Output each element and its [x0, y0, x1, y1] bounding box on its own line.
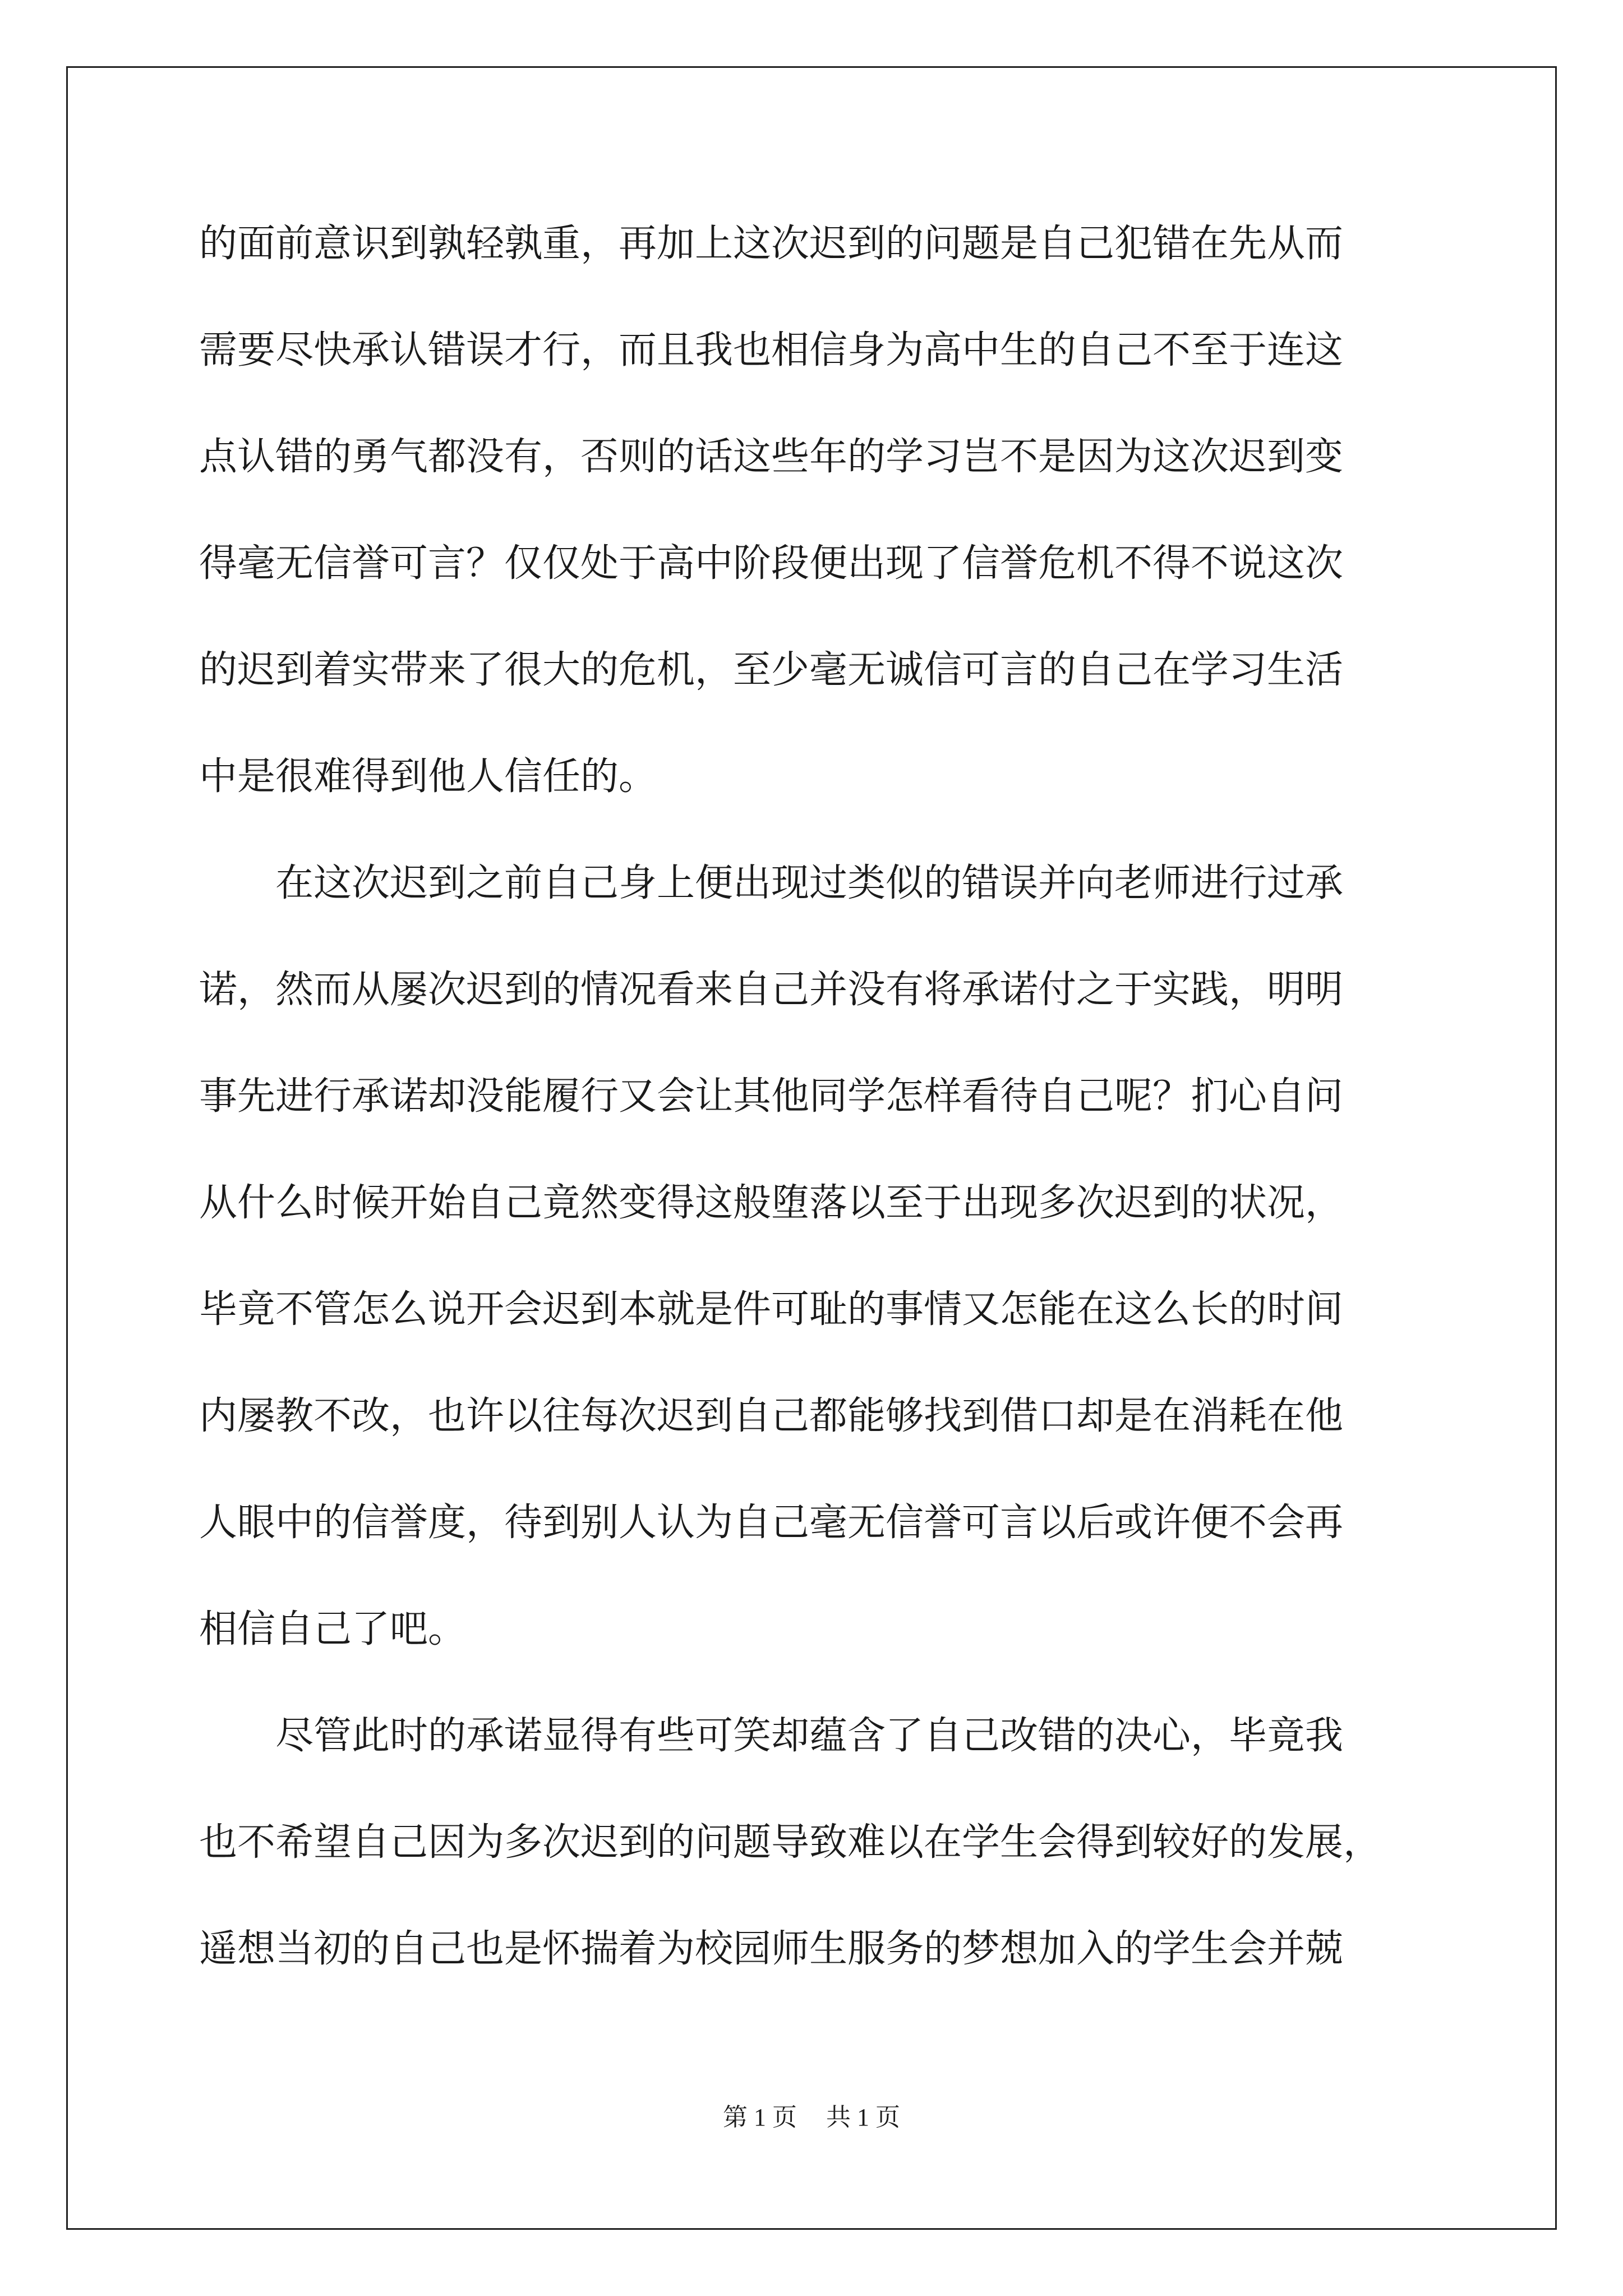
text-line: 的迟到着实带来了很大的危机，至少毫无诚信可言的自己在学习生活: [199, 648, 1344, 692]
page-total: 共 1 页: [826, 2104, 900, 2131]
page-number: 第 1 页: [723, 2104, 797, 2131]
document-body: [199, 210, 1433, 2022]
text-line: 点认错的勇气都没有，否则的话这些年的学习岂不是因为这次迟到变: [199, 435, 1344, 479]
text-line: 的面前意识到孰轻孰重，再加上这次迟到的问题是自己犯错在先从而: [199, 222, 1344, 266]
text-line: 毕竟不管怎么说开会迟到本就是件可耻的事情又怎能在这么长的时间: [199, 1287, 1344, 1332]
text-line: 得毫无信誉可言？仅仅处于高中阶段便出现了信誉危机不得不说这次: [199, 541, 1344, 586]
text-line: 诺，然而从屡次迟到的情况看来自己并没有将承诺付之于实践，明明: [199, 968, 1344, 1012]
text-line: 需要尽快承认错误才行，而且我也相信身为高中生的自己不至于连这: [199, 328, 1344, 372]
text-line: 事先进行承诺却没能履行又会让其他同学怎样看待自己呢？扪心自问: [199, 1074, 1344, 1119]
text-line: 中是很难得到他人信任的。: [199, 754, 657, 799]
page-footer: [0, 2097, 1623, 2133]
text-line: 人眼中的信誉度，待到别人认为自己毫无信誉可言以后或许便不会再: [199, 1501, 1344, 1545]
text-line: 相信自己了吧。: [199, 1607, 467, 1651]
text-line: 尽管此时的承诺显得有些可笑却蕴含了自己改错的决心，毕竟我: [199, 1714, 1344, 1758]
text-line: 从什么时候开始自己竟然变得这般堕落以至于出现多次迟到的状况，: [199, 1181, 1344, 1225]
text-line: 在这次迟到之前自己身上便出现过类似的错误并向老师进行过承: [199, 861, 1344, 905]
text-line: 内屡教不改，也许以往每次迟到自己都能够找到借口却是在消耗在他: [199, 1394, 1344, 1438]
text-line: 遥想当初的自己也是怀揣着为校园师生服务的梦想加入的学生会并兢: [199, 1927, 1344, 1971]
text-line: 也不希望自己因为多次迟到的问题导致难以在学生会得到较好的发展，: [199, 1820, 1382, 1865]
